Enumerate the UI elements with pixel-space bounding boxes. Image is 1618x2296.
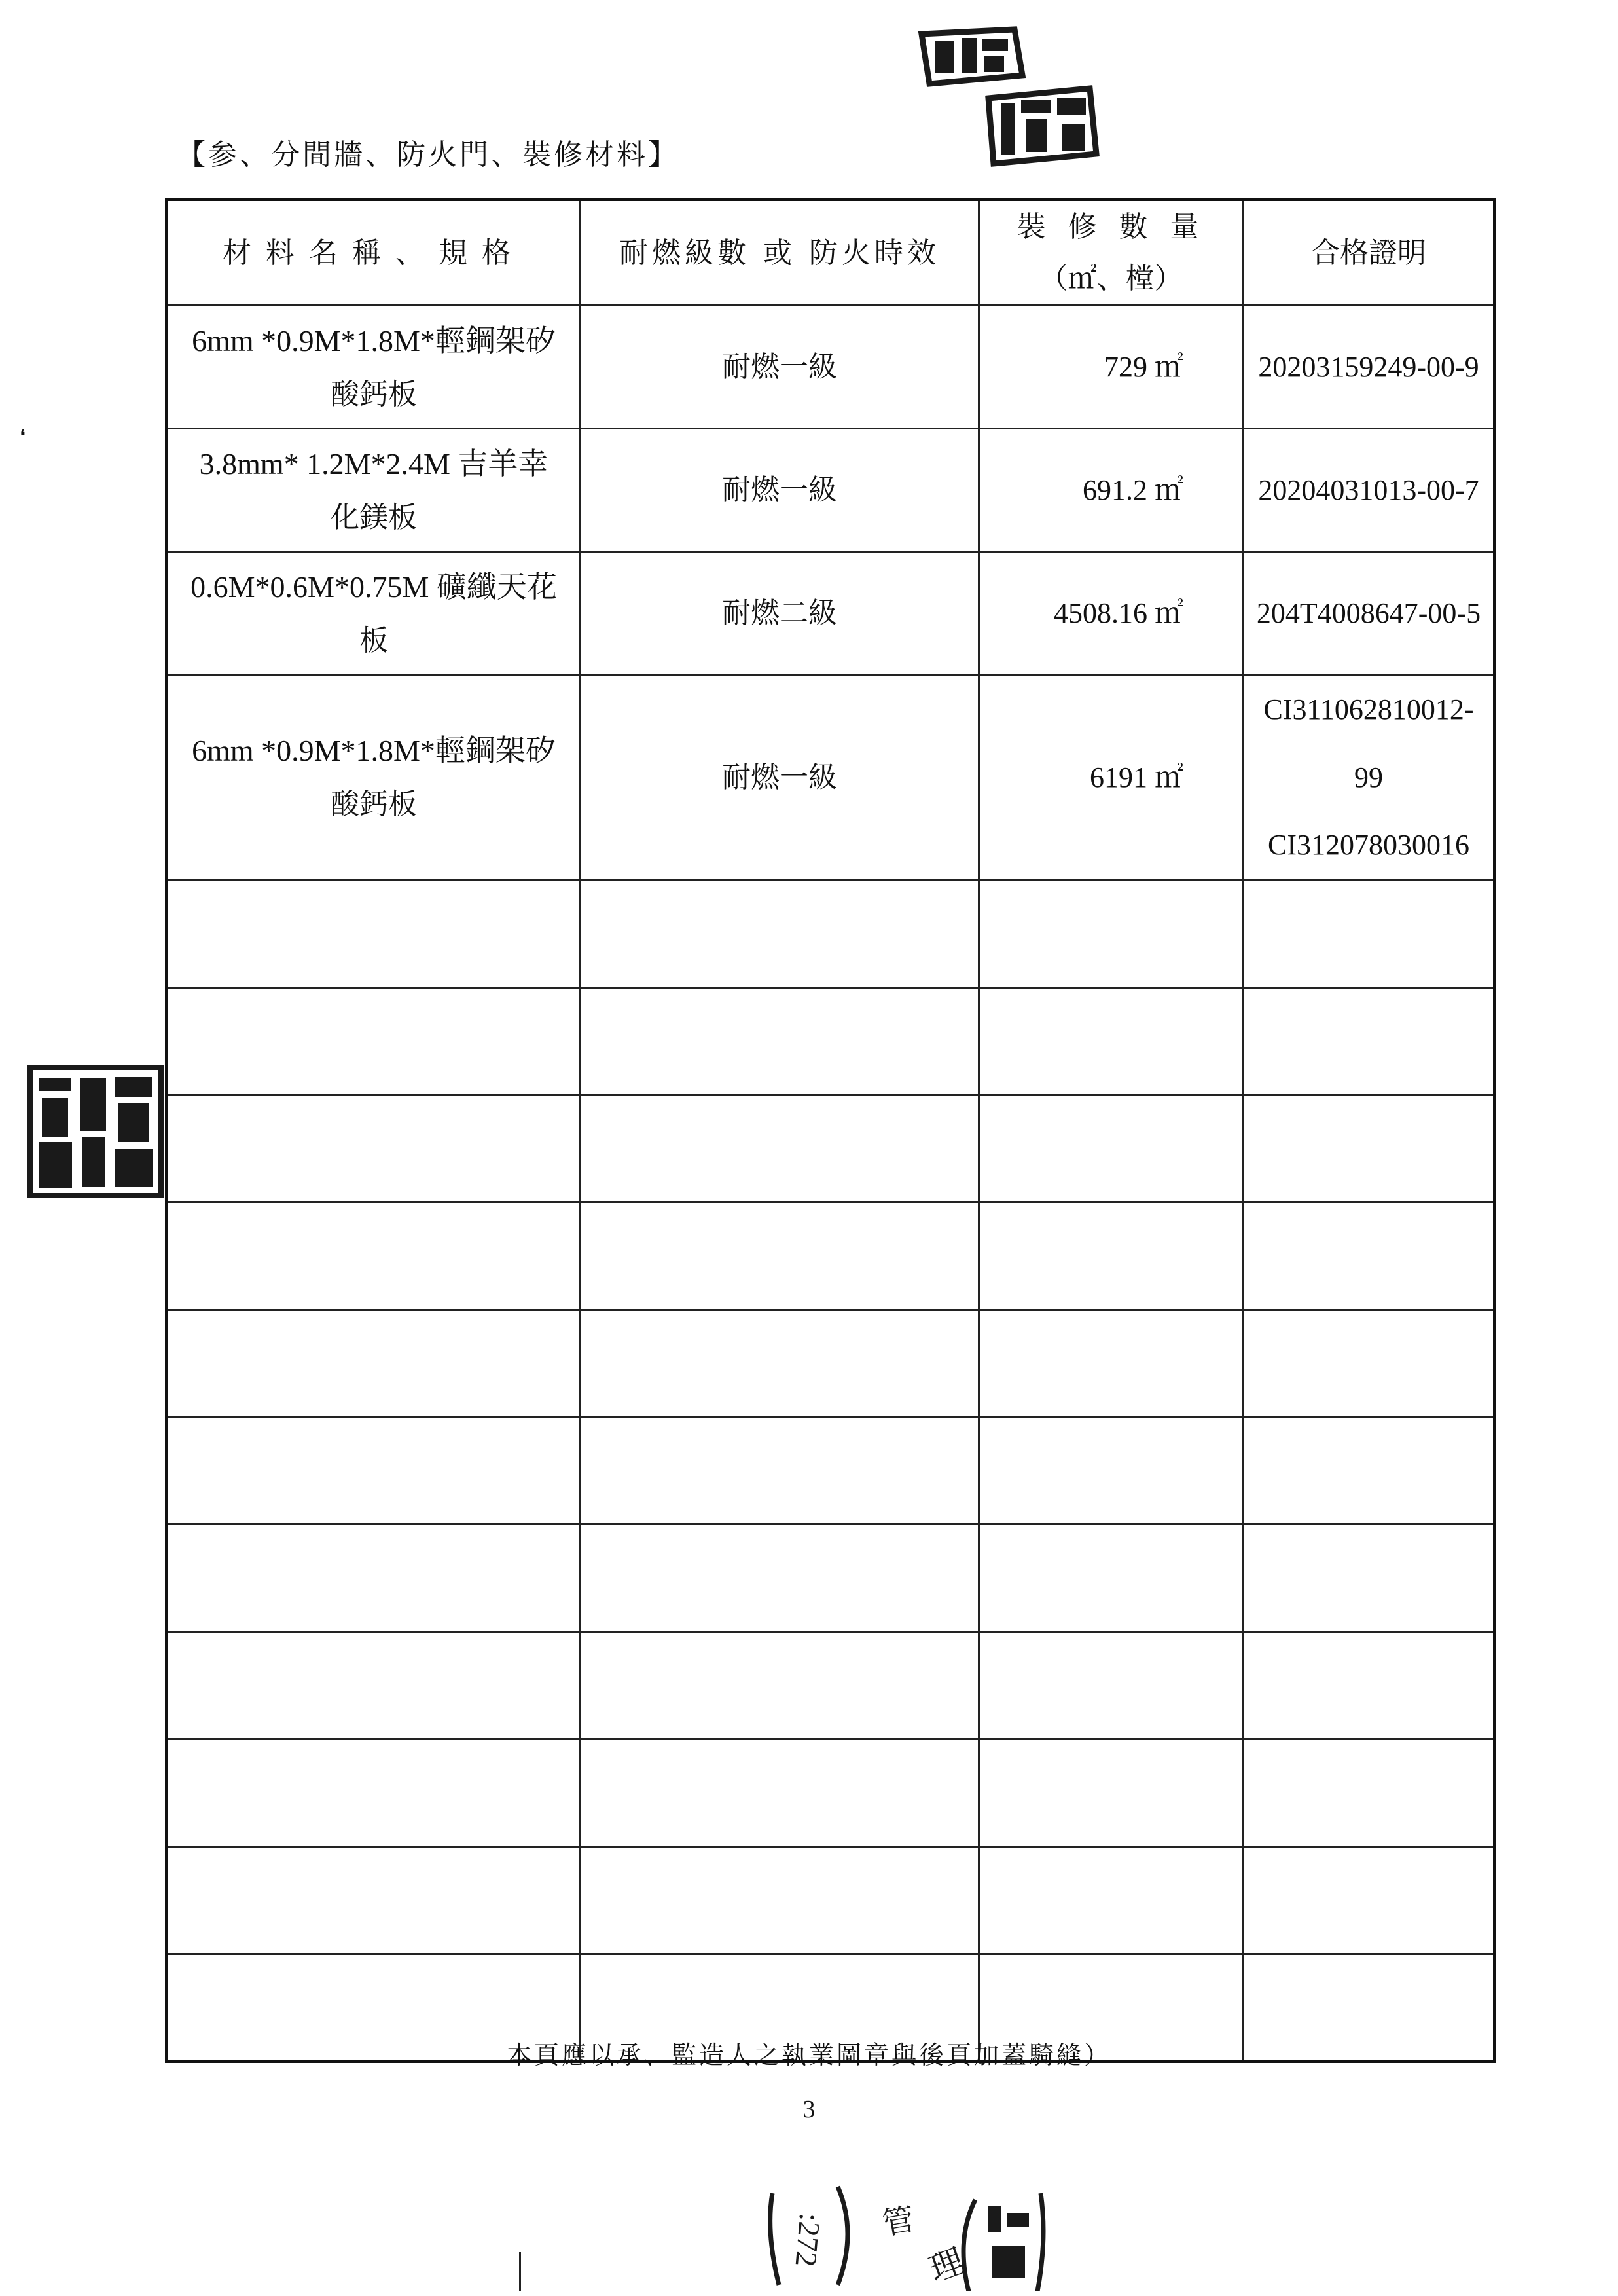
- footer-note: 本頁應以承、監造人之執業圖章與後頁加蓋騎縫）: [506, 2041, 1111, 2069]
- table-row: [167, 552, 1495, 675]
- materials-table: [165, 198, 1496, 2063]
- certificate-line-1: CI311062810012-99: [1263, 693, 1474, 793]
- material-cell: 3.8mm* 1.2M*2.4M 吉羊幸 化鎂板: [167, 429, 581, 552]
- empty-row: [167, 1846, 1495, 1954]
- header-quantity-line1: 裝 修 數 量: [1016, 210, 1206, 244]
- left-margin-stamp: [26, 1064, 167, 1201]
- header-material: 材料名稱、規格: [167, 200, 581, 306]
- fire-rating-cell: 耐燃一級: [581, 429, 979, 552]
- empty-row: [167, 880, 1495, 987]
- empty-row: [167, 1417, 1495, 1524]
- certificate-cell: [1244, 675, 1495, 880]
- material-cell: 0.6M*0.6M*0.75M 礦纖天花 板: [167, 552, 581, 675]
- empty-row: [167, 1631, 1495, 1739]
- quantity-cell: 6191 ㎡: [979, 675, 1244, 880]
- header-certificate: 合格證明: [1244, 200, 1495, 306]
- empty-row: [167, 987, 1495, 1095]
- bottom-stamp-char-a: 管: [880, 2200, 918, 2243]
- table-row: [167, 306, 1495, 429]
- bottom-tick-mark: [519, 2252, 521, 2291]
- table-row: [167, 429, 1495, 552]
- certificate-cell: 20204031013-00-7: [1244, 429, 1495, 552]
- material-cell: 6mm *0.9M*1.8M*輕鋼架矽 酸鈣板: [167, 675, 581, 880]
- top-stamp: [916, 26, 1100, 167]
- bottom-stamp-char-b: 理: [924, 2241, 970, 2290]
- fire-rating-cell: 耐燃一級: [581, 675, 979, 880]
- fire-rating-cell: 耐燃二級: [581, 552, 979, 675]
- quantity-cell: 4508.16 ㎡: [979, 552, 1244, 675]
- certificate-cell: 20203159249-00-9: [1244, 306, 1495, 429]
- page-number: 3: [802, 2096, 816, 2123]
- empty-row: [167, 1739, 1495, 1846]
- empty-row: [167, 1202, 1495, 1309]
- empty-row: [167, 1309, 1495, 1417]
- empty-row: [167, 1095, 1495, 1202]
- empty-row: [167, 1524, 1495, 1631]
- bottom-stamp-text: :272: [789, 2212, 827, 2269]
- bottom-stamps: [759, 2160, 1047, 2291]
- material-cell: 6mm *0.9M*1.8M*輕鋼架矽 酸鈣板: [167, 306, 581, 429]
- header-quantity-line2: （㎡、樘）: [1039, 262, 1183, 296]
- table-header-row: [167, 200, 1495, 306]
- quantity-cell: 729 ㎡: [979, 306, 1244, 429]
- margin-mark: ❛: [20, 426, 26, 447]
- certificate-line-2: CI312078030016: [1268, 829, 1469, 862]
- fire-rating-cell: 耐燃一級: [581, 306, 979, 429]
- header-fire-rating: 耐燃級數 或 防火時效: [581, 200, 979, 306]
- certificate-cell: 204T4008647-00-5: [1244, 552, 1495, 675]
- header-quantity: [979, 200, 1244, 306]
- quantity-cell: 691.2 ㎡: [979, 429, 1244, 552]
- section-title: 【参、分間牆、防火門、裝修材料】: [177, 138, 679, 172]
- table-row: [167, 675, 1495, 880]
